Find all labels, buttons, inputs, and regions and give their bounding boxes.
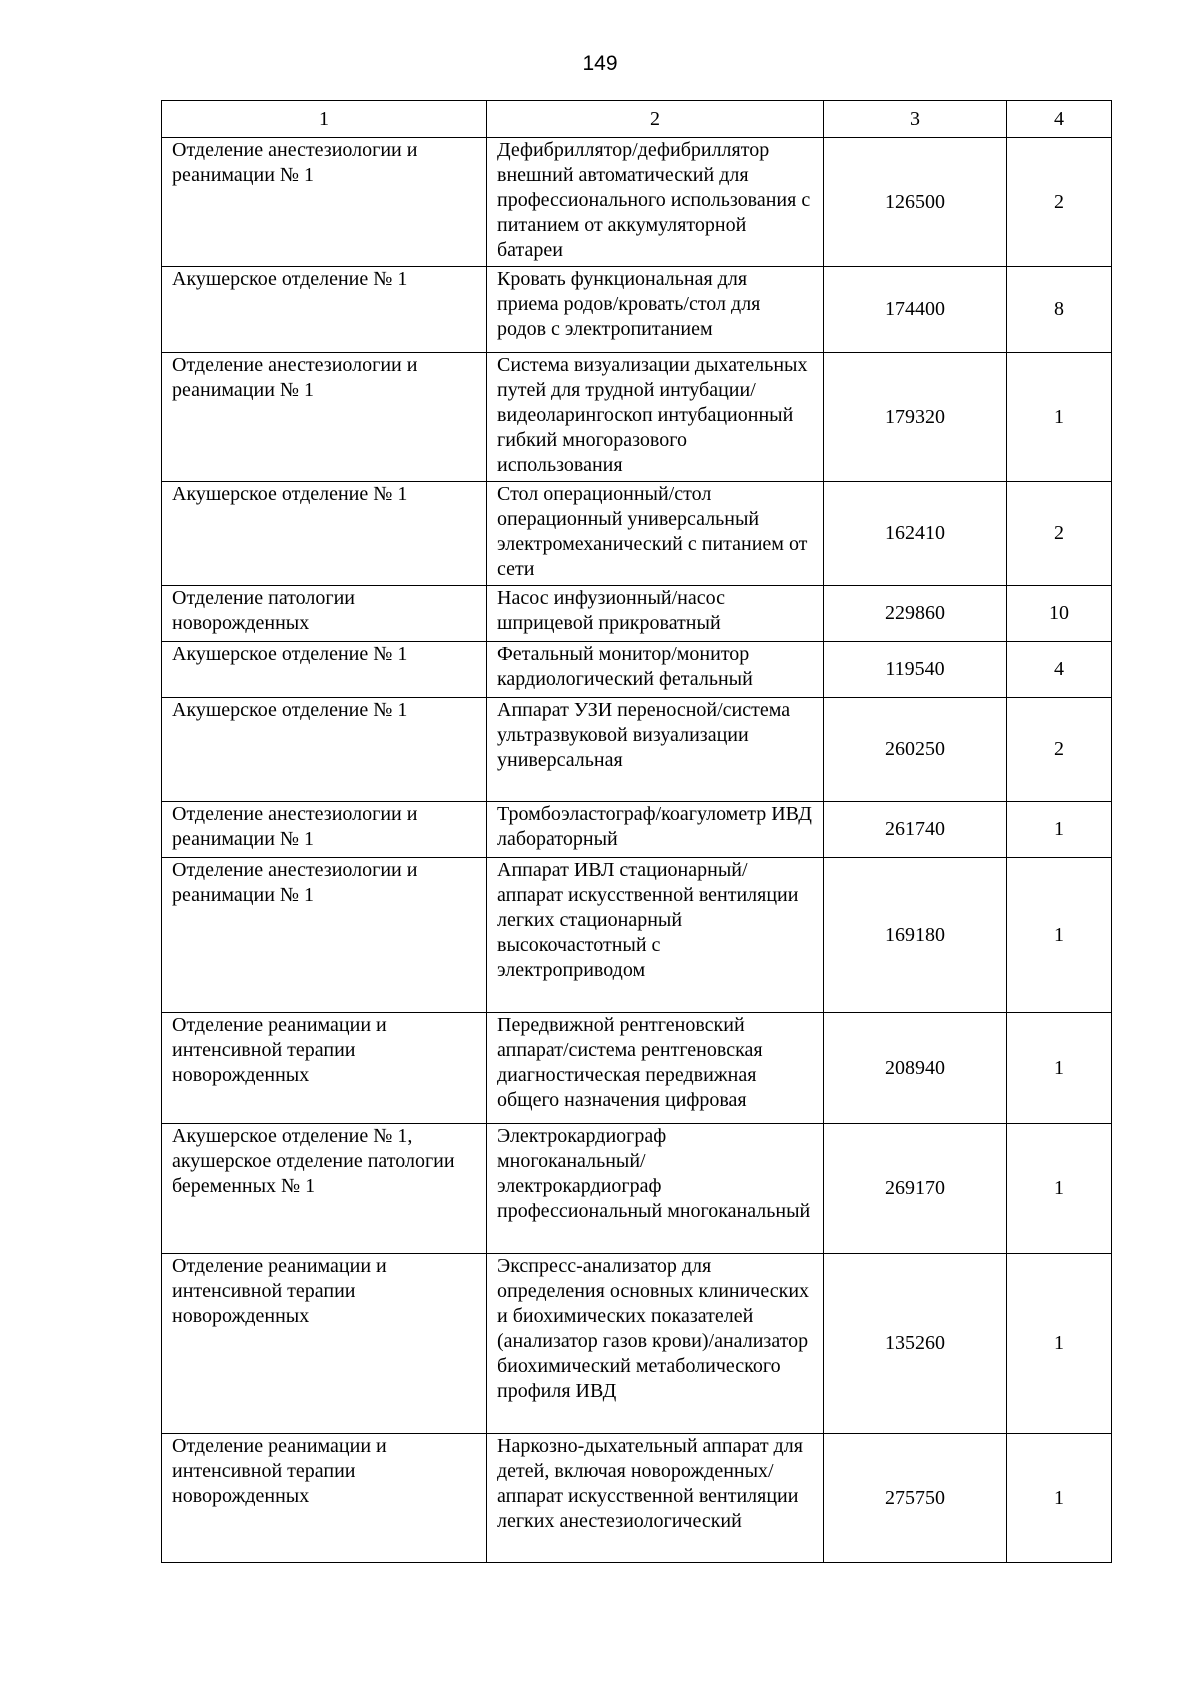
table-row (162, 353, 1112, 482)
quantity-cell: 1 (1007, 1013, 1112, 1124)
quantity-cell: 1 (1007, 802, 1112, 858)
table-row (162, 1124, 1112, 1254)
equipment-cell: Аппарат ИВЛ стационарный/аппарат искусственной вентиляции легких стационарный высокочастотный с электроприводом (487, 858, 824, 1013)
table-header-row (162, 101, 1112, 138)
department-cell: Отделение анестезиологии и реанимации № 1 (162, 353, 487, 482)
quantity-cell: 2 (1007, 138, 1112, 267)
price-cell: 260250 (824, 698, 1007, 802)
price-cell: 261740 (824, 802, 1007, 858)
price-cell: 269170 (824, 1124, 1007, 1254)
quantity-cell: 1 (1007, 1434, 1112, 1563)
equipment-cell: Аппарат УЗИ переносной/система ультразвуковой визуализации универсальная (487, 698, 824, 802)
equipment-cell: Система визуализации дыхательных путей для трудной интубации/видеоларингоскоп интубационный гибкий многоразового использования (487, 353, 824, 482)
column-header: 4 (1007, 101, 1112, 138)
price-cell: 119540 (824, 642, 1007, 698)
column-header: 2 (487, 101, 824, 138)
department-cell: Отделение реанимации и интенсивной терапии новорожденных (162, 1434, 487, 1563)
table-row (162, 482, 1112, 586)
quantity-cell: 8 (1007, 267, 1112, 353)
department-cell: Акушерское отделение № 1 (162, 482, 487, 586)
department-cell: Отделение анестезиологии и реанимации № 1 (162, 802, 487, 858)
quantity-cell: 2 (1007, 482, 1112, 586)
table-row (162, 802, 1112, 858)
equipment-cell: Кровать функциональная для приема родов/кровать/стол для родов с электропитанием (487, 267, 824, 353)
price-cell: 126500 (824, 138, 1007, 267)
equipment-cell: Стол операционный/стол операционный универсальный электромеханический с питанием от сети (487, 482, 824, 586)
column-header: 1 (162, 101, 487, 138)
table-row (162, 1254, 1112, 1434)
table-row (162, 642, 1112, 698)
price-cell: 229860 (824, 586, 1007, 642)
equipment-table (161, 100, 1112, 1563)
equipment-cell: Тромбоэластограф/коагулометр ИВД лабораторный (487, 802, 824, 858)
quantity-cell: 1 (1007, 1254, 1112, 1434)
quantity-cell: 1 (1007, 1124, 1112, 1254)
department-cell: Отделение реанимации и интенсивной терапии новорожденных (162, 1254, 487, 1434)
price-cell: 179320 (824, 353, 1007, 482)
page-number: 149 (582, 52, 618, 75)
department-cell: Отделение реанимации и интенсивной терапии новорожденных (162, 1013, 487, 1124)
price-cell: 208940 (824, 1013, 1007, 1124)
table-row (162, 1013, 1112, 1124)
quantity-cell: 2 (1007, 698, 1112, 802)
department-cell: Акушерское отделение № 1 (162, 267, 487, 353)
equipment-cell: Фетальный монитор/монитор кардиологический фетальный (487, 642, 824, 698)
department-cell: Отделение анестезиологии и реанимации № 1 (162, 858, 487, 1013)
table-row (162, 267, 1112, 353)
quantity-cell: 1 (1007, 858, 1112, 1013)
quantity-cell: 1 (1007, 353, 1112, 482)
department-cell: Акушерское отделение № 1, акушерское отделение патологии беременных № 1 (162, 1124, 487, 1254)
price-cell: 174400 (824, 267, 1007, 353)
department-cell: Отделение патологии новорожденных (162, 586, 487, 642)
table-row (162, 138, 1112, 267)
table-row (162, 1434, 1112, 1563)
equipment-cell: Электрокардиограф многоканальный/ электрокардиограф профессиональный многоканальный (487, 1124, 824, 1254)
price-cell: 169180 (824, 858, 1007, 1013)
table-row (162, 586, 1112, 642)
quantity-cell: 10 (1007, 586, 1112, 642)
column-header: 3 (824, 101, 1007, 138)
quantity-cell: 4 (1007, 642, 1112, 698)
equipment-cell: Передвижной рентгеновский аппарат/система рентгеновская диагностическая передвижная общего назначения цифровая (487, 1013, 824, 1124)
equipment-cell: Экспресс-анализатор для определения основных клинических и биохимических показателей (анализатор газов крови)/анализатор биохимический метаболического профиля ИВД (487, 1254, 824, 1434)
price-cell: 162410 (824, 482, 1007, 586)
equipment-cell: Дефибриллятор/дефибриллятор внешний автоматический для профессионального использования с питанием от аккумуляторной батареи (487, 138, 824, 267)
equipment-cell: Наркозно-дыхательный аппарат для детей, включая новорожденных/аппарат искусственной вентиляции легких анестезиологический (487, 1434, 824, 1563)
table-row (162, 698, 1112, 802)
department-cell: Акушерское отделение № 1 (162, 642, 487, 698)
department-cell: Акушерское отделение № 1 (162, 698, 487, 802)
price-cell: 275750 (824, 1434, 1007, 1563)
price-cell: 135260 (824, 1254, 1007, 1434)
table-row (162, 858, 1112, 1013)
department-cell: Отделение анестезиологии и реанимации № 1 (162, 138, 487, 267)
equipment-cell: Насос инфузионный/насос шприцевой прикроватный (487, 586, 824, 642)
